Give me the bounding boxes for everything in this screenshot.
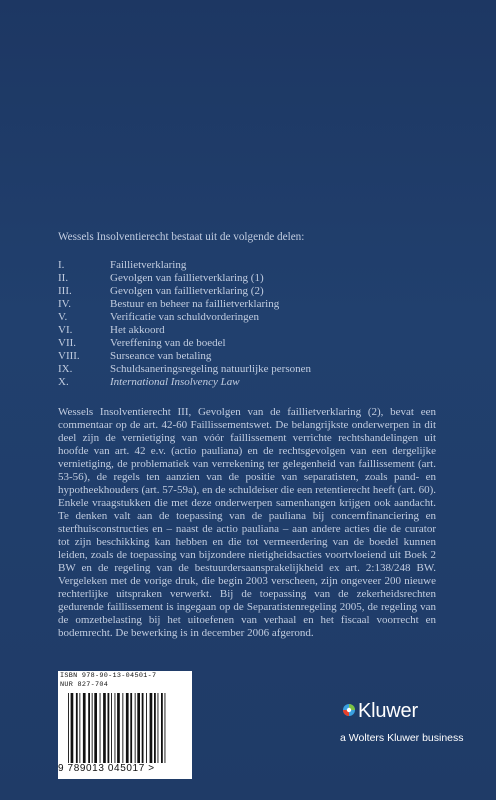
barcode-bar [92, 693, 93, 763]
barcode-bar [126, 693, 129, 763]
series-part-item [58, 376, 438, 389]
barcode-bar [83, 693, 86, 763]
part-title: Het akkoord [110, 324, 165, 336]
isbn-barcode-block [58, 671, 192, 779]
barcode-bar [88, 693, 90, 763]
series-part-item [58, 350, 438, 363]
barcode-bar [158, 693, 159, 763]
barcode-bar [79, 693, 80, 763]
part-number: II. [58, 272, 69, 284]
series-part-item [58, 285, 438, 298]
barcode-bar [150, 693, 153, 763]
series-part-item [58, 259, 438, 272]
barcode-bar [111, 693, 112, 763]
part-title: Faillietverklaring [110, 259, 187, 271]
series-part-item [58, 272, 438, 285]
series-part-item [58, 311, 438, 324]
part-number: V. [58, 311, 68, 323]
publisher-name: Kluwer [358, 700, 418, 722]
part-number: IV. [58, 298, 71, 310]
barcode-bar [108, 693, 110, 763]
publisher-logo [336, 699, 486, 759]
barcode-bar [76, 693, 78, 763]
part-number: X. [58, 376, 69, 388]
part-title: Schuldsaneringsregeling natuurlijke personen [110, 363, 312, 375]
part-number: VII. [58, 337, 77, 349]
series-part-item [58, 324, 438, 337]
part-number: IX. [58, 363, 73, 375]
part-title: Gevolgen van faillietverklaring (2) [110, 285, 264, 297]
part-title: Bestuur en beheer na faillietverklaring [110, 298, 280, 310]
barcode-bar [68, 693, 69, 763]
part-title: Gevolgen van faillietverklaring (1) [110, 272, 264, 284]
series-part-item [58, 337, 438, 350]
barcode-digits: 9 789013 045017 > [58, 763, 155, 774]
barcode-bar [142, 693, 144, 763]
series-intro: Wessels Insolventierecht bestaat uit de volgende delen: [58, 231, 305, 243]
barcode-bar [165, 693, 166, 763]
series-part-item [58, 298, 438, 311]
barcode-bar [137, 693, 140, 763]
barcode-bar [161, 693, 163, 763]
part-number: I. [58, 259, 65, 271]
part-title: Verificatie van schuldvorderingen [110, 311, 260, 323]
part-number: VI. [58, 324, 73, 336]
barcode-bar [130, 693, 132, 763]
part-number: III. [58, 285, 72, 297]
book-description: Wessels Insolventierecht III, Gevolgen van de faillietverklaring (2), bevat een commentaar op de art. 42-60 Faillissementswet. De belangrijkste onderwerpen in dit deel zijn de vernietiging van vóór faillissement verrichte rechtshandelingen uit hoofde van art. 42 e.v. (actio pauliana) en de rechtsgevolgen van een dergelijke vernietiging, de problematiek van verrekening ter gelegenheid van faillissement (art. 53-56), de regels ten aanzien van de positie van separatisten, zoals pand- en hypotheekhouders (art. 57-59a), en de schuldeiser die een retentierecht heeft (art. 60). Enkele vraagstukken die met deze onderwerpen samenhangen krijgen ook aandacht. Te denken valt aan de toepassing van de pauliana bij concernfinanciering en sterfhuisconstructies en – naast de actio pauliana – aan andere acties die de curator tot zijn beschikking kan hebben en die tot vermeerdering van de boedel kunnen leiden, zoals de toepassing van bijzondere nietigheidsacties voortvloeiend uit Boek 2 BW en de regeling van de bestuurdersaansprakelijkheid ex art. 2:138/248 BW. Vergeleken met de vorige druk, die begin 2003 verscheen, zijn ongeveer 200 nieuwe rechterlijke uitspraken verwerkt. Bij de toepassing van de zekerheidsrechten gedurende faillissement is ingegaan op de Separatistenregeling 2005, de regeling van de omzetbelasting bij het uitoefenen van verhaal en het fiscaal voorrecht en bodemrecht. De bewerking is in december 2006 afgerond. [58, 406, 436, 639]
barcode-bar [117, 693, 120, 763]
barcode-bar [154, 693, 156, 763]
series-parts-list [58, 259, 438, 389]
barcode-bar [115, 693, 116, 763]
barcode-bar [94, 693, 97, 763]
barcode-bar [71, 693, 74, 763]
part-title: Vereffening van de boedel [110, 337, 226, 349]
barcode-bar [135, 693, 136, 763]
part-number: VIII. [58, 350, 80, 362]
isbn-label: ISBN 978-90-13-04501-7 [60, 672, 157, 680]
barcode-bar [122, 693, 123, 763]
barcode-bar [103, 693, 106, 763]
part-title: Surseance van betaling [110, 350, 212, 362]
barcode [66, 693, 186, 763]
barcode-bar [100, 693, 101, 763]
nur-label: NUR 827-704 [60, 681, 109, 689]
barcode-bar [146, 693, 147, 763]
part-title: International Insolvency Law [110, 376, 240, 388]
publisher-tagline: a Wolters Kluwer business [340, 732, 464, 744]
series-part-item [58, 363, 438, 376]
